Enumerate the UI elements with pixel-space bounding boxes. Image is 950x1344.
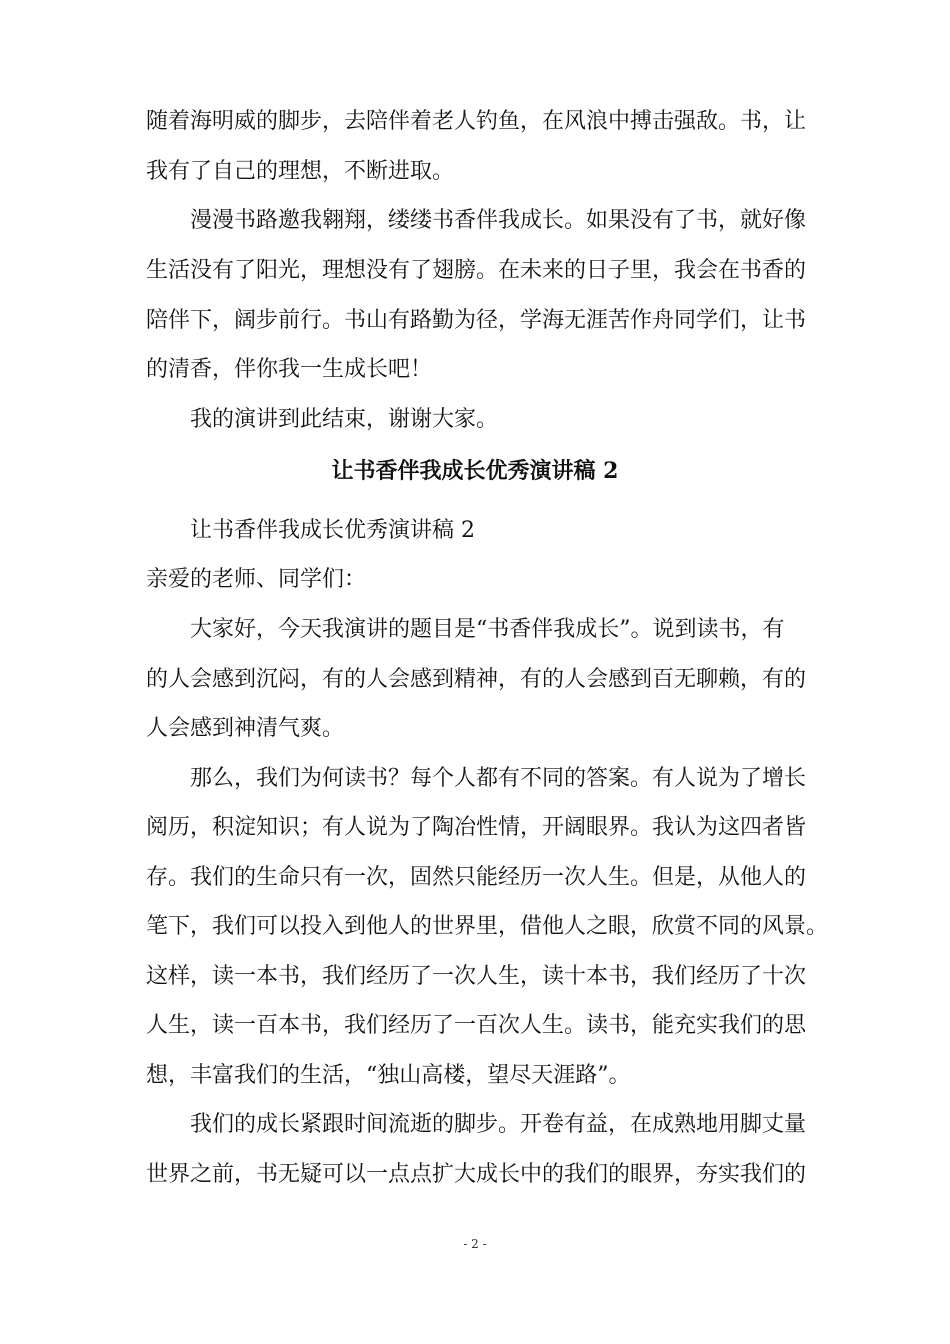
subtitle-line: 让书香伴我成长优秀演讲稿 2 bbox=[190, 518, 475, 543]
paragraph-line: 笔下，我们可以投入到他人的世界里，借他人之眼，欣赏不同的风景。 bbox=[146, 914, 829, 939]
paragraph-line: 存。我们的生命只有一次，固然只能经历一次人生。但是，从他人的 bbox=[146, 865, 807, 890]
paragraph-line: 陪伴下，阔步前行。书山有路勤为径，学海无涯苦作舟同学们，让书 bbox=[146, 308, 807, 333]
paragraph-line: 想，丰富我们的生活，“独山高楼，望尽天涯路”。 bbox=[146, 1063, 631, 1088]
paragraph-line: 我有了自己的理想，不断进取。 bbox=[146, 159, 455, 184]
section-heading: 让书香伴我成长优秀演讲稿 2 bbox=[331, 458, 619, 484]
salutation: 亲爱的老师、同学们： bbox=[146, 567, 367, 592]
paragraph-line: 世界之前，书无疑可以一点点扩大成长中的我们的眼界，夯实我们的 bbox=[146, 1162, 807, 1187]
paragraph-line: 的清香，伴你我一生成长吧！ bbox=[146, 357, 433, 382]
paragraph-line: 的人会感到沉闷，有的人会感到精神，有的人会感到百无聊赖，有的 bbox=[146, 667, 807, 692]
paragraph-line: 生活没有了阳光，理想没有了翅膀。在未来的日子里，我会在书香的 bbox=[146, 258, 807, 283]
paragraph-line: 我的演讲到此结束，谢谢大家。 bbox=[190, 407, 499, 432]
page-number: - 2 - bbox=[463, 1237, 487, 1251]
paragraph-line: 我们的成长紧跟时间流逝的脚步。开卷有益，在成熟地用脚丈量 bbox=[190, 1112, 807, 1137]
paragraph-line: 人会感到神清气爽。 bbox=[146, 716, 345, 741]
paragraph-line: 大家好，今天我演讲的题目是“书香伴我成长”。说到读书，有 bbox=[190, 617, 785, 642]
paragraph-line: 随着海明威的脚步，去陪伴着老人钓鱼，在风浪中搏击强敌。书，让 bbox=[146, 109, 807, 134]
paragraph-line: 阅历，积淀知识；有人说为了陶冶性情，开阔眼界。我认为这四者皆 bbox=[146, 815, 807, 840]
paragraph-line: 人生，读一百本书，我们经历了一百次人生。读书，能充实我们的思 bbox=[146, 1013, 807, 1038]
paragraph-line: 这样，读一本书，我们经历了一次人生，读十本书，我们经历了十次 bbox=[146, 964, 807, 989]
paragraph-line: 漫漫书路邀我翱翔，缕缕书香伴我成长。如果没有了书，就好像 bbox=[190, 208, 807, 233]
paragraph-line: 那么，我们为何读书？每个人都有不同的答案。有人说为了增长 bbox=[190, 766, 807, 791]
